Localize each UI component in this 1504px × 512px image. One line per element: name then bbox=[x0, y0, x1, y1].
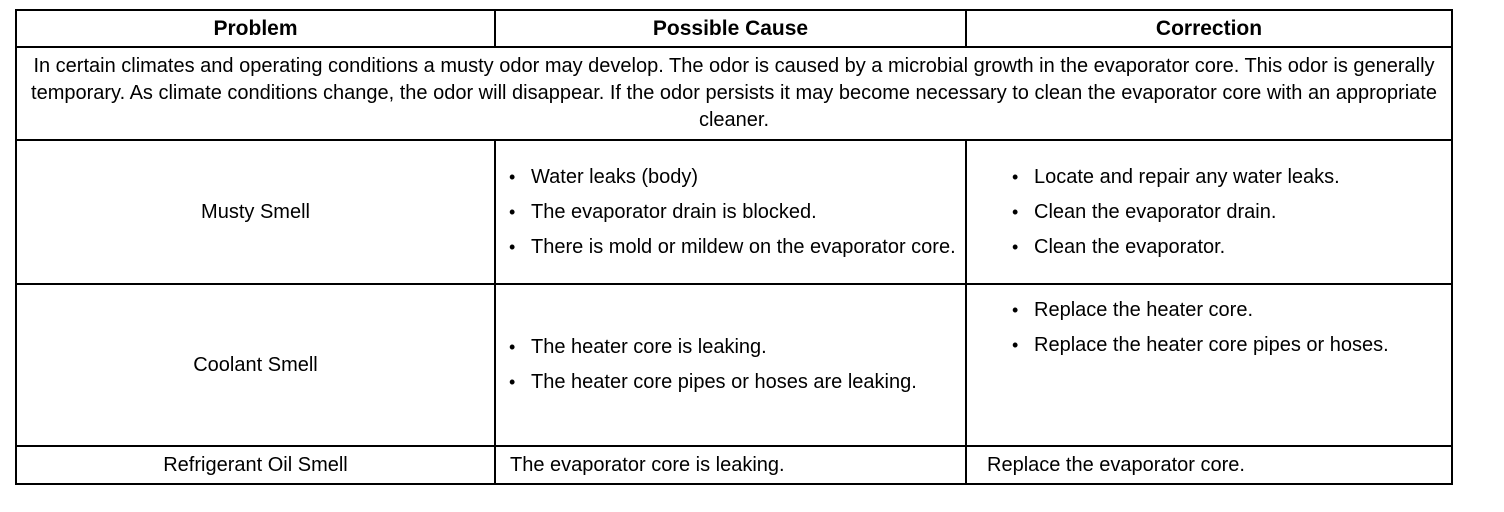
correction-cell bbox=[966, 284, 1452, 446]
list-item bbox=[509, 369, 965, 396]
bullet-dot-icon: • bbox=[1012, 236, 1019, 257]
list-item bbox=[509, 164, 965, 191]
cause-cell bbox=[495, 140, 966, 284]
problem-cell: Musty Smell bbox=[16, 140, 495, 284]
cause-text: Water leaks (body) bbox=[531, 165, 699, 188]
bullet-dot-icon: • bbox=[509, 337, 516, 357]
cause-list bbox=[496, 164, 965, 261]
bullet-dot-icon: • bbox=[509, 201, 516, 222]
list-item bbox=[509, 199, 965, 226]
table-row bbox=[16, 446, 1452, 484]
problem-cell: Coolant Smell bbox=[16, 284, 495, 446]
correction-text: Clean the evaporator drain. bbox=[1034, 200, 1277, 223]
note-row bbox=[16, 47, 1452, 140]
cause-cell: The evaporator core is leaking. bbox=[495, 446, 966, 484]
header-correction: Correction bbox=[966, 10, 1452, 47]
cause-text: There is mold or mildew on the evaporator core. bbox=[531, 235, 956, 258]
header-row bbox=[16, 10, 1452, 47]
list-item bbox=[509, 334, 965, 361]
correction-text: Locate and repair any water leaks. bbox=[1034, 165, 1340, 188]
list-item bbox=[509, 234, 965, 261]
correction-list bbox=[967, 297, 1451, 359]
bullet-dot-icon: • bbox=[509, 236, 516, 257]
bullet-dot-icon: • bbox=[1012, 300, 1019, 320]
list-item bbox=[1012, 199, 1451, 226]
table-row bbox=[16, 284, 1452, 446]
list-item bbox=[1012, 332, 1451, 359]
correction-cell: Replace the evaporator core. bbox=[966, 446, 1452, 484]
correction-list bbox=[967, 164, 1451, 261]
list-item bbox=[1012, 234, 1451, 261]
list-item bbox=[1012, 297, 1451, 324]
cause-list bbox=[496, 334, 965, 396]
correction-text: Clean the evaporator. bbox=[1034, 235, 1226, 258]
problem-cell: Refrigerant Oil Smell bbox=[16, 446, 495, 484]
odor-note: In certain climates and operating conditions a musty odor may develop. The odor is caused by a microbial growth in the evaporator core. This odor is generally temporary. As climate conditions change, the odor will disappear. If the odor persists it may become necessary to clean the evaporator core with an appropriate cleaner. bbox=[16, 47, 1452, 140]
correction-cell bbox=[966, 140, 1452, 284]
correction-text: Replace the heater core. bbox=[1034, 299, 1254, 321]
table-row bbox=[16, 140, 1452, 284]
cause-cell bbox=[495, 284, 966, 446]
bullet-dot-icon: • bbox=[1012, 201, 1019, 222]
bullet-dot-icon: • bbox=[1012, 335, 1019, 355]
bullet-dot-icon: • bbox=[509, 372, 516, 392]
cause-text: The heater core pipes or hoses are leaking. bbox=[531, 371, 917, 393]
bullet-dot-icon: • bbox=[509, 166, 516, 187]
cause-text: The evaporator drain is blocked. bbox=[531, 200, 817, 223]
cause-text: The heater core is leaking. bbox=[531, 336, 767, 358]
correction-text: Replace the heater core pipes or hoses. bbox=[1034, 334, 1389, 356]
header-possible-cause: Possible Cause bbox=[495, 10, 966, 47]
bullet-dot-icon: • bbox=[1012, 166, 1019, 187]
list-item bbox=[1012, 164, 1451, 191]
header-problem: Problem bbox=[16, 10, 495, 47]
diagnosis-table bbox=[15, 9, 1453, 485]
